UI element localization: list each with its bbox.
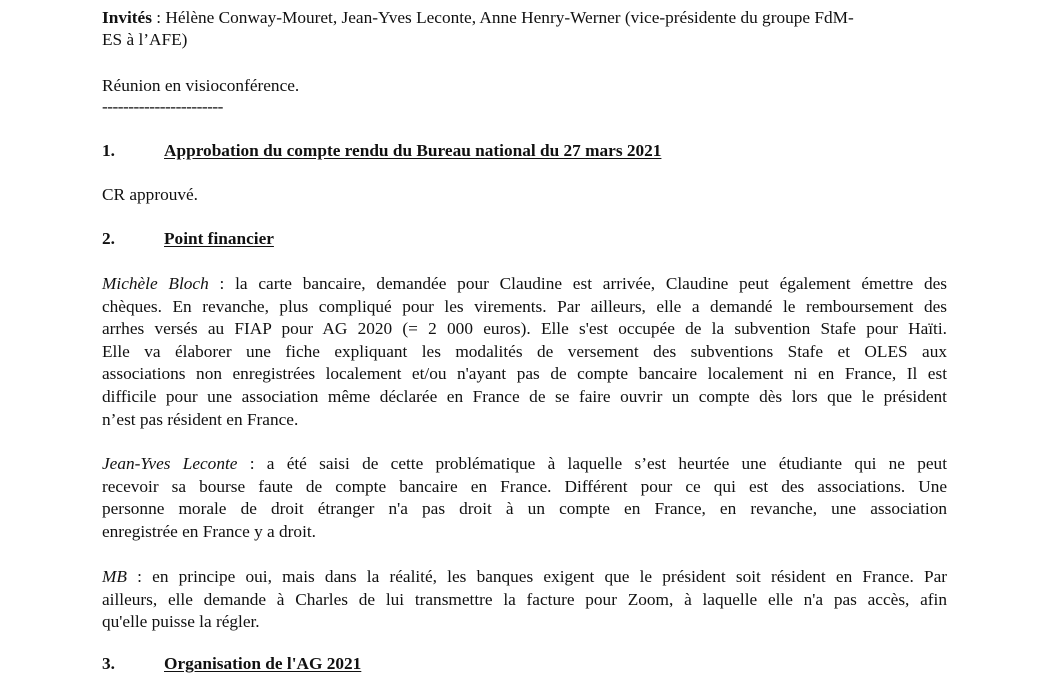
paragraph-line: personne morale de droit étranger n'a pas droit à un compte en France, en revanche, une association — [102, 499, 947, 519]
section-heading-2 — [102, 228, 274, 250]
section-heading-1 — [102, 140, 661, 162]
speaker-name: Jean-Yves Leconte — [102, 454, 238, 473]
paragraph-jean-yves-leconte — [102, 453, 947, 543]
paragraph-mb — [102, 566, 947, 634]
invites-line-2 — [102, 29, 187, 51]
paragraph-line: Jean-Yves Leconte : a été saisi de cette problématique à laquelle s’est heurtée une étudiante qui ne peut — [102, 454, 947, 473]
section-number: 2. — [102, 229, 115, 248]
invites-label: Invités — [102, 8, 152, 27]
paragraph-line: ailleurs, elle demande à Charles de lui transmettre la facture pour Zoom, à laquelle elle n'a pas accès, afin — [102, 589, 947, 609]
invites-text-2: ES à l’AFE) — [102, 30, 188, 49]
speaker-name: Michèle Bloch — [102, 274, 209, 293]
speaker-name: MB — [102, 567, 127, 586]
section-title: Approbation du compte rendu du Bureau national du 27 mars 2021 — [164, 141, 662, 160]
paragraph-line: MB : en principe oui, mais dans la réalité, les banques exigent que le président soit résident en France. Par — [102, 567, 947, 586]
meeting-type: Réunion en visioconférence. — [102, 76, 300, 95]
paragraph-line: Michèle Bloch : la carte bancaire, demandée pour Claudine est arrivée, Claudine peut également émettre des — [102, 274, 947, 293]
section-1-body: CR approuvé. — [102, 185, 198, 204]
section-title: Point financier — [164, 229, 274, 248]
paragraph-michele-bloch — [102, 273, 947, 431]
invites-line — [102, 7, 854, 29]
paragraph-line: enregistrée en France y a droit. — [102, 521, 316, 541]
section-heading-3 — [102, 653, 361, 675]
paragraph-line: difficile pour une association même déclarée en France de se faire ouvrir un compte dès lors que le président — [102, 386, 947, 406]
section-title: Organisation de l'AG 2021 — [164, 654, 362, 673]
paragraph-line: arrhes versés au FIAP pour AG 2020 (= 2 000 euros). Elle s'est occupée de la subvention Stafe pour Haïti. — [102, 319, 947, 339]
paragraph-line: n’est pas résident en France. — [102, 409, 299, 429]
paragraph-line: recevoir sa bourse faute de compte bancaire en France. Différent pour ce qui est des associations. Une — [102, 476, 947, 496]
paragraph-line: qu'elle puisse la régler. — [102, 612, 260, 632]
paragraph-line: associations non enregistrées localement et/ou n'ayant pas de compte bancaire localement ni en France, Il est — [102, 364, 947, 384]
section-number: 3. — [102, 654, 115, 673]
separator-line: ----------------------- — [102, 97, 223, 116]
invites-text: : Hélène Conway-Mouret, Jean-Yves Leconte, Anne Henry-Werner (vice-présidente du groupe FdM- — [151, 8, 854, 27]
paragraph-line: chèques. En revanche, plus compliqué pour les virements. Par ailleurs, elle a demandé le remboursement des — [102, 296, 947, 316]
paragraph-line: Elle va élaborer une fiche expliquant les modalités de versement des subventions Stafe et OLES aux — [102, 341, 947, 361]
section-number: 1. — [102, 141, 115, 160]
